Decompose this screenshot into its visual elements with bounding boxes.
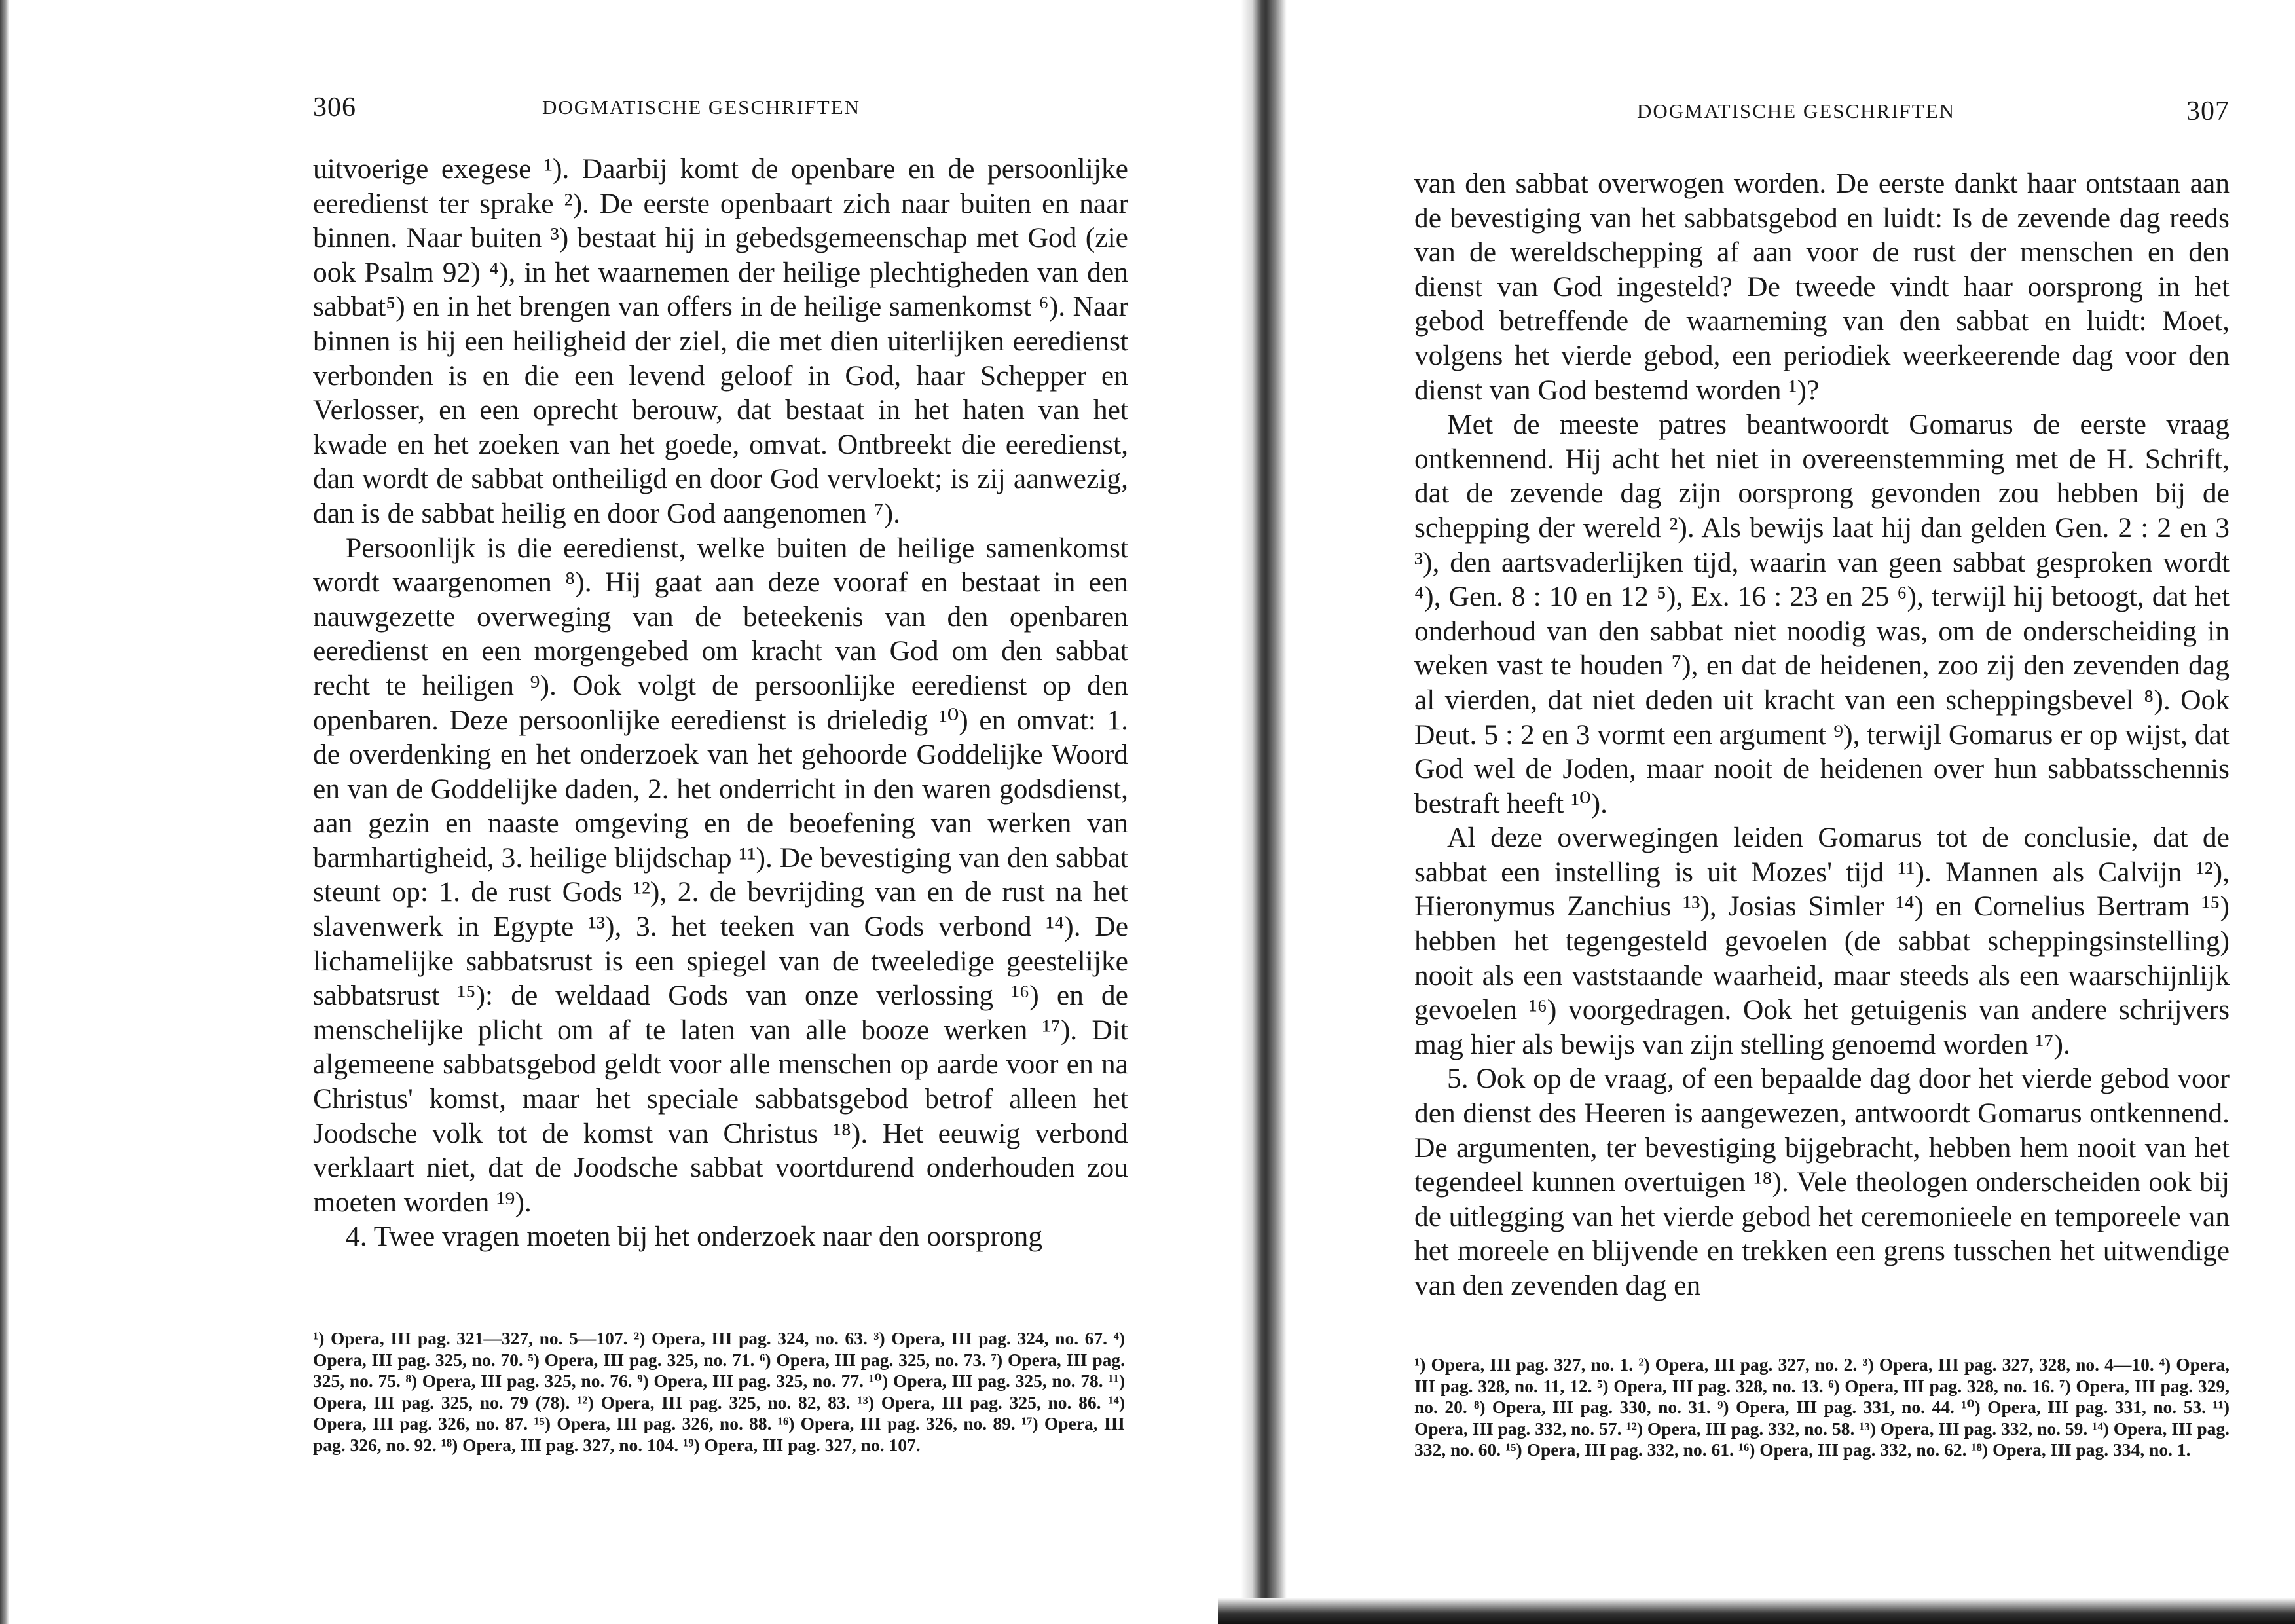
left-body-text: [313, 152, 1128, 1254]
scan-bottom-edge: [1218, 1598, 2295, 1624]
right-page: [1283, 0, 2295, 1624]
left-paragraph-3: 4. Twee vragen moeten bij het onderzoek naar den oorsprong: [346, 1221, 1042, 1253]
right-page-number: 307: [2186, 96, 2230, 126]
left-footnotes: [313, 1328, 1125, 1456]
left-footnote-block: ¹) Opera, III pag. 321—327, no. 5—107. ²) Opera, III pag. 324, no. 63. ³) Opera, III pag. 324, no. 67. ⁴) Opera, III pag. 325, no. 70. ⁵) Opera, III pag. 325, no. 71. ⁶) Opera, III pag. 325, no. 73. ⁷) Opera, III pag. 325, no. 75. ⁸) Opera, III pag. 325, no. 76. ⁹) Opera, III pag. 325, no. 77. ¹⁰) Opera, III pag. 325, no. 78. ¹¹) Opera, III pag. 325, no. 79 (78). ¹²) Opera, III pag. 325, no. 82, 83. ¹³) Opera, III pag. 325, no. 86. ¹⁴) Opera, III pag. 326, no. 87. ¹⁵) Opera, III pag. 326, no. 88. ¹⁶) Opera, III pag. 326, no. 89. ¹⁷) Opera, III pag. 326, no. 92. ¹⁸) Opera, III pag. 327, no. 104. ¹⁹) Opera, III pag. 327, no. 107.: [313, 1328, 1125, 1455]
left-paragraph-1: uitvoerige exegese ¹). Daarbij komt de openbare en de persoonlijke eeredienst ter sprake ²). De eerste openbaart zich naar buiten en naar binnen. Naar buiten ³) bestaat hij in gebedsgemeenschap met God (zie ook Psalm 92) ⁴), in het waarnemen der heilige plechtigheden van den sabbat⁵) en in het brengen van offers in de heilige samenkomst ⁶). Naar binnen is hij een heiligheid der ziel, die met dien uiterlijken eeredienst verbonden is en die een levend geloof in God, haar Schepper en Verlosser, en een oprecht berouw, dat bestaat in het haten van het kwade en het zoeken van het goede, omvat. Ontbreekt die eeredienst, dan wordt de sabbat ontheiligd en door God vervloekt; is zij aanwezig, dan is de sabbat heilig en door God aangenomen ⁷).: [313, 153, 1128, 529]
right-running-head: DOGMATISCHE GESCHRIFTEN: [1637, 100, 1956, 122]
left-paragraph-2: Persoonlijk is die eeredienst, welke buiten de heilige samenkomst wordt waargenomen ⁸). Hij gaat aan deze vooraf en bestaat in een nauwgezette overweging van de beteekenis van den openbaren eeredienst en een morgengebed om kracht van God om den sabbat recht te heiligen ⁹). Ook volgt de persoonlijke eeredienst op den openbaren. Deze persoonlijke eeredienst is drieledig ¹⁰) en omvat: 1. de overdenking en het onderzoek van het gehoorde Goddelijke Woord en van de Goddelijke daden, 2. het onderricht in den waren godsdienst, aan gezin en naaste omgeving en de beoefening van werken van barmhartigheid, 3. heilige blijdschap ¹¹). De bevestiging van den sabbat steunt op: 1. de rust Gods ¹²), 2. de bevrijding van en de rust na het slavenwerk in Egypte ¹³), 3. het teeken van Gods verbond ¹⁴). De lichamelijke sabbatsrust is een spiegel van de tweeledige geestelijke sabbatsrust ¹⁵): de weldaad Gods van onze verlossing ¹⁶) en de menschelijke plicht om af te laten van alle booze werken ¹⁷). Dit algemeene sabbatsgebod geldt voor alle menschen op aarde voor en na Christus' komst, maar het speciale sabbatsgebod betrof alleen het Joodsche volk tot de komst van Christus ¹⁸). Het eeuwig verbond verklaart niet, dat de Joodsche sabbat voortdurend onderhouden zou moeten worden ¹⁹).: [313, 532, 1128, 1218]
right-paragraph-1: van den sabbat overwogen worden. De eerste dankt haar ontstaan aan de bevestiging van het sabbatsgebod en luidt: Is de zevende dag reeds van de wereldschepping af aan voor de rust der menschen en den dienst van God ingesteld? De tweede vindt haar oorsprong in het gebod betreffende de waarneming van den sabbat en luidt: Moet, volgens het vierde gebod, een periodiek weerkeerende dag voor den dienst van God bestemd worden ¹)?: [1414, 168, 2230, 406]
left-running-head: DOGMATISCHE GESCHRIFTEN: [542, 96, 861, 119]
right-paragraph-2: Met de meeste patres beantwoordt Gomarus de eerste vraag ontkennend. Hij acht het niet in overeenstemming met de H. Schrift, dat de zevende dag zijn oorsprong gevonden zou hebben bij de schepping der wereld ²). Als bewijs laat hij dan gelden Gen. 2 : 2 en 3 ³), den aartsvaderlijken tijd, waarin van geen sabbat gesproken wordt ⁴), Gen. 8 : 10 en 12 ⁵), Ex. 16 : 23 en 25 ⁶), terwijl hij betoogt, dat het onderhoud van den sabbat niet noodig was, om de onderscheiding in weken vast te houden ⁷), en dat de heidenen, zoo zij den zevenden dag al vierden, dat niet deden uit kracht van een scheppingsbevel ⁸). Ook Deut. 5 : 2 en 3 vormt een argument ⁹), terwijl Gomarus er op wijst, dat God wel de Joden, maar nooit de heidenen over hun sabbatsschennis bestraft heeft ¹⁰).: [1414, 409, 2230, 819]
right-paragraph-4: 5. Ook op de vraag, of een bepaalde dag door het vierde gebod voor den dienst des Heeren is aangewezen, antwoordt Gomarus ontkennend. De argumenten, ter bevestiging bijgebracht, hebben hem nooit van het tegendeel kunnen overtuigen ¹⁸). Vele theologen onderscheiden ook bij de uitlegging van het vierde gebod het ceremonieele en temporeele van het moreele en blijvende en trekken een grens tusschen het uitwendige van den zevenden dag en: [1414, 1063, 2230, 1301]
right-footnote-block: ¹) Opera, III pag. 327, no. 1. ²) Opera, III pag. 327, no. 2. ³) Opera, III pag. 327, 328, no. 4—10. ⁴) Opera, III pag. 328, no. 11, 12. ⁵) Opera, III pag. 328, no. 13. ⁶) Opera, III pag. 328, no. 16. ⁷) Opera, III pag. 329, no. 20. ⁸) Opera, III pag. 330, no. 31. ⁹) Opera, III pag. 331, no. 44. ¹⁰) Opera, III pag. 331, no. 53. ¹¹) Opera, III pag. 332, no. 57. ¹²) Opera, III pag. 332, no. 58. ¹³) Opera, III pag. 332, no. 59. ¹⁴) Opera, III pag. 332, no. 60. ¹⁵) Opera, III pag. 332, no. 61. ¹⁶) Opera, III pag. 332, no. 62. ¹⁸) Opera, III pag. 334, no. 1.: [1414, 1354, 2230, 1460]
right-paragraph-3: Al deze overwegingen leiden Gomarus tot de conclusie, dat de sabbat een instelling is uit Mozes' tijd ¹¹). Mannen als Calvijn ¹²), Hieronymus Zanchius ¹³), Josias Simler ¹⁴) en Cornelius Bertram ¹⁵) hebben het tegengesteld gevoelen (de sabbat scheppingsinstelling) nooit als een vaststaande waarheid, maar steeds als een waarschijnlijk gevoelen ¹⁶) voorgedragen. Ook het getuigenis van andere schrijvers mag hier als bewijs van zijn stelling genoemd worden ¹⁷).: [1414, 822, 2230, 1060]
book-gutter: [1241, 0, 1287, 1624]
right-body-text: [1414, 166, 2230, 1303]
right-footnotes: [1414, 1354, 2230, 1461]
left-page-number: 306: [313, 92, 356, 122]
